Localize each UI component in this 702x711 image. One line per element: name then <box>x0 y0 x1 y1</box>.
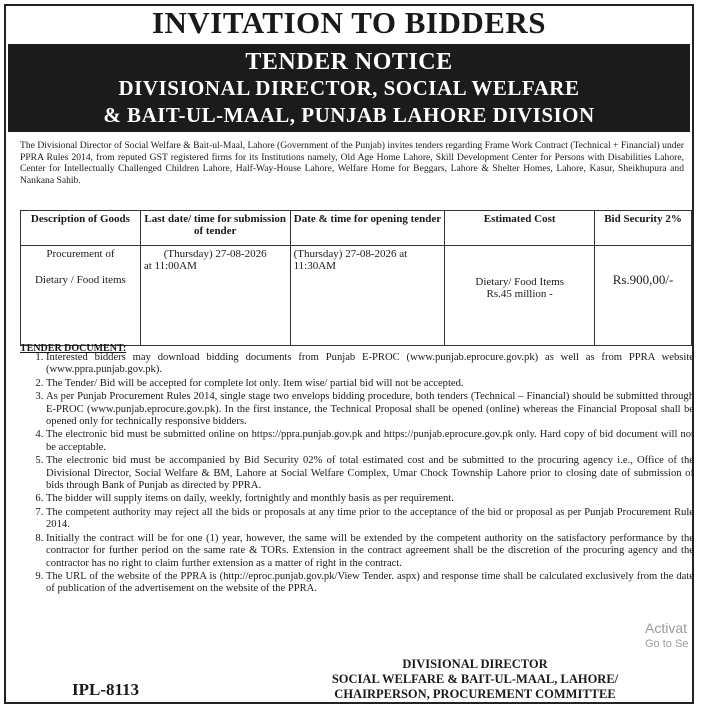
banner-title: INVITATION TO BIDDERS <box>151 5 547 40</box>
description-line-2: Dietary / Food items <box>35 274 126 286</box>
list-item: 8. Initially the contract will be for one (1) year, however, the same will be extended by the competent authority on the satisfactory performance by the contractor for further period on the same rate & TORs. Extension in the contract agreement shall be the discretion of the procuring agency and the contractor has no right to claim further extension as a matter of right in the contract. <box>46 533 694 570</box>
issuer-line-2: & BAIT-UL-MAAL, PUNJAB LAHORE DIVISION <box>103 103 595 127</box>
cost-line-1: Dietary/ Food Items <box>475 276 564 288</box>
cell-last-date <box>140 246 290 346</box>
list-item: 7. The competent authority may reject all the bids or proposals at any time prior to the acceptance of the bid or proposal as per Punjab Procurement Rule 2014. <box>46 507 694 532</box>
signatory-title: DIVISIONAL DIRECTOR <box>402 657 548 671</box>
col-header-description: Description of Goods <box>21 211 141 246</box>
list-item: 2. The Tender/ Bid will be accepted for complete lot only. Item wise/ partial bid will not be accepted. <box>46 378 694 390</box>
issuer-line-1: DIVISIONAL DIRECTOR, SOCIAL WELFARE <box>118 76 580 100</box>
intro-paragraph: The Divisional Director of Social Welfare & Bait-ul-Maal, Lahore (Government of the Punjab) invites tenders regarding Frame Work Contract (Technical + Financial) under PPRA Rules 2014, from reputed GST registered firms for its Institutions namely, Old Age Home Lahore, Skill Development Center for Persons with Disabilities Lahore, Center for Intellectually Challenged Children Lahore, Half-Way-House Lahore, Welfare Home for Beggars, Lahore & Shelter Homes, Lahore, Kasur, Sheikhupura and Nankana Sahib. <box>20 140 684 186</box>
cell-cost <box>445 246 595 346</box>
table-header-row <box>21 211 692 246</box>
signatory-office: SOCIAL WELFARE & BAIT-UL-MAAL, LAHORE/ <box>331 672 619 686</box>
tender-notice-title: TENDER NOTICE <box>245 49 453 75</box>
col-header-last-date: Last date/ time for submission of tender <box>140 211 290 246</box>
col-header-security: Bid Security 2% <box>595 211 692 246</box>
list-item: 3. As per Punjab Procurement Rules 2014, single stage two envelops bidding procedure, both tenders (Technical – Financial) should be submitted through E-PROC (www.punjab.eprocure.gov.pk). In the first instance, the Technical Proposal shall be opened (online) whereas the Financial Proposal shall be opened only for technically responsive bidders. <box>46 391 694 428</box>
cost-line-2: Rs.45 million - <box>486 288 553 300</box>
last-date-line-2: at 11:00AM <box>143 260 197 272</box>
tender-header-box <box>8 44 690 132</box>
table-row <box>21 246 692 346</box>
opening-line-1: (Thursday) 27-08-2026 at <box>293 248 408 260</box>
os-activation-watermark <box>645 620 688 652</box>
col-header-cost: Estimated Cost <box>445 211 595 246</box>
col-header-opening: Date & time for opening tender <box>290 211 445 246</box>
cell-security <box>595 246 692 346</box>
cell-opening <box>290 246 445 346</box>
reference-number: IPL-8113 <box>72 680 140 699</box>
list-item: 9. The URL of the website of the PPRA is (http://eproc.punjab.gov.pk/View Tender. aspx) and response time shall be calculated exclusively from the date of publication of the advertisement on the website of the PPRA. <box>46 571 694 596</box>
signatory-committee: CHAIRPERSON, PROCUREMENT COMMITTEE <box>334 687 616 701</box>
cell-description <box>21 246 141 346</box>
list-item: 1. Interested bidders may download bidding documents from Punjab E-PROC (www.punjab.eprocure.gov.pk) as well as from PPRA website (www.ppra.punjab.gov.pk). <box>46 352 694 377</box>
tender-document-list <box>20 352 694 597</box>
last-date-line-1: (Thursday) 27-08-2026 <box>163 248 267 260</box>
list-item: 6. The bidder will supply items on daily, weekly, fortnightly and monthly basis as per requirement. <box>46 493 694 505</box>
opening-line-2: 11:30AM <box>293 260 336 272</box>
signature-block <box>290 657 660 702</box>
tender-document-heading: TENDER DOCUMENT: <box>20 343 127 354</box>
description-line-1: Procurement of <box>46 248 115 260</box>
watermark-line-1: Activat <box>645 620 688 636</box>
security-value: Rs.900,00/- <box>612 272 674 287</box>
watermark-line-2: Go to Se <box>645 638 689 650</box>
list-item: 4. The electronic bid must be submitted online on https://ppra.punjab.gov.pk and https://punjab.eprocure.gov.pk only. Hard copy of bid document will not be acceptable. <box>46 429 694 454</box>
tender-table <box>20 210 692 346</box>
list-item: 5. The electronic bid must be accompanied by Bid Security 02% of total estimated cost and be submitted to the procuring agency i.e., Office of the Divisional Director, Social Welfare & BM, Lahore at Social Welfare Complex, Umar Chock Township Lahore prior to closing date of submission of bids through Bank of Punjab as directed by PPRA. <box>46 455 694 492</box>
